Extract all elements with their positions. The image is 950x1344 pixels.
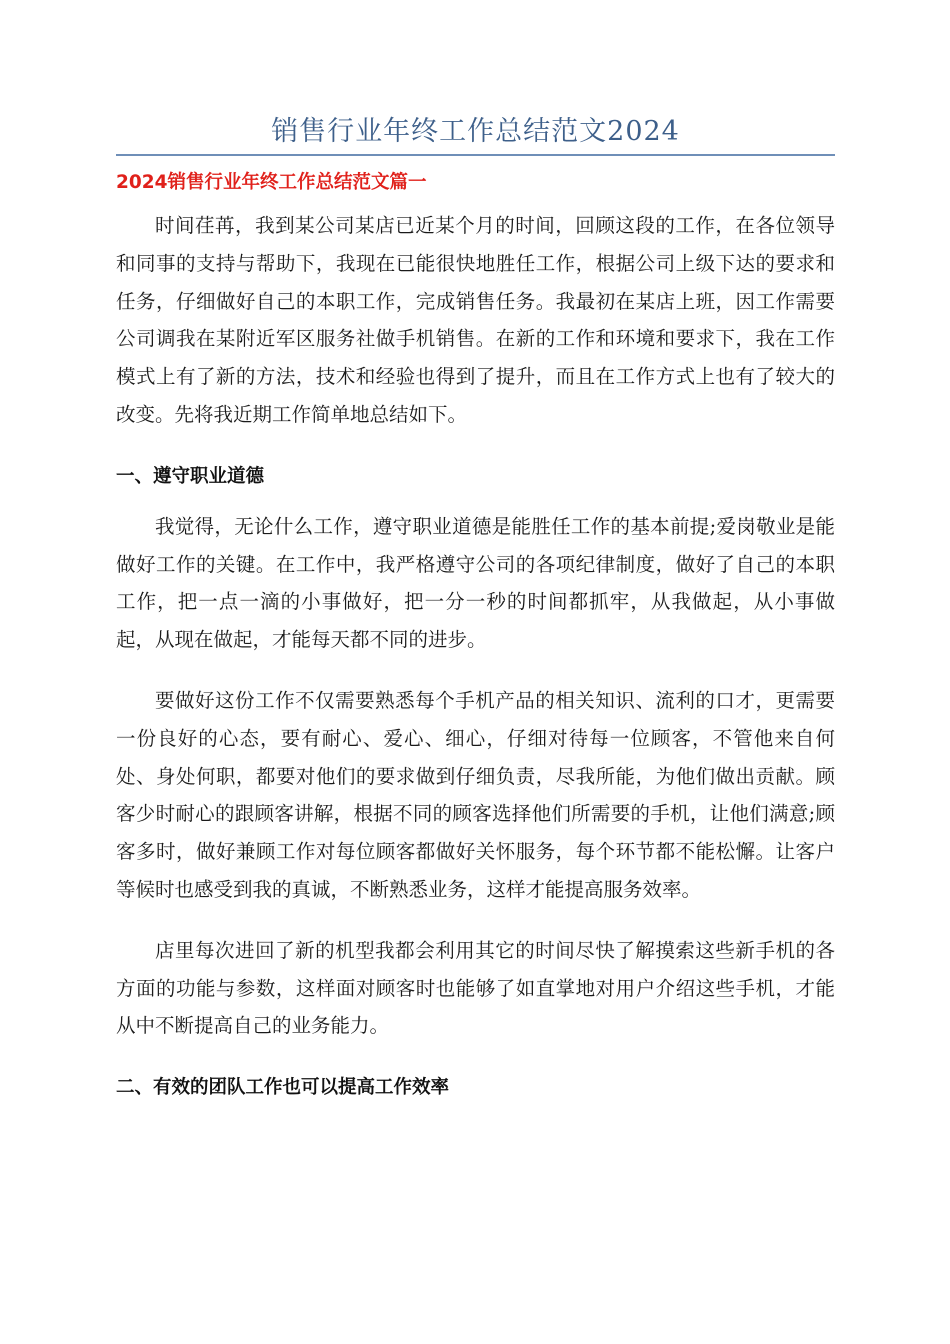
section-title: 2024销售行业年终工作总结范文篇一 [116,172,427,193]
paragraph-ethics: 我觉得，无论什么工作，遵守职业道德是能胜任工作的基本前提;爱岗敬业是能做好工作的关键。在工作中，我严格遵守公司的各项纪律制度，做好了自己的本职工作，把一点一滴的小事做好，把一分一秒的时间都抓牢，从我做起，从小事做起，从现在做起，才能每天都不同的进步。 [116,514,835,652]
paragraph-service-attitude: 要做好这份工作不仅需要熟悉每个手机产品的相关知识、流利的口才，更需要一份良好的心态，要有耐心、爱心、细心，仔细对待每一位顾客，不管他来自何处、身处何职，都要对他们的要求做到仔细负责，尽我所能，为他们做出贡献。顾客少时耐心的跟顾客讲解，根据不同的顾客选择他们所需要的手机，让他们满意;顾客多时，做好兼顾工作对每位顾客都做好关怀服务，每个环节都不能松懈。让客户等候时也感受到我的真诚，不断熟悉业务，这样才能提高服务效率。 [116,688,835,901]
document-page [116,0,835,1101]
paragraph-product-knowledge: 店里每次进回了新的机型我都会利用其它的时间尽快了解摸索这些新手机的各方面的功能与参数，这样面对顾客时也能够了如直掌地对用户介绍这些手机，才能从中不断提高自己的业务能力。 [116,938,835,1038]
heading-professional-ethics: 一、遵守职业道德 [116,465,265,487]
document-title: 销售行业年终工作总结范文2024 [271,116,680,147]
title-underline [116,154,835,156]
intro-paragraph: 时间荏苒，我到某公司某店已近某个月的时间，回顾这段的工作，在各位领导和同事的支持与帮助下，我现在已能很快地胜任工作，根据公司上级下达的要求和任务，仔细做好自己的本职工作，完成销售任务。我最初在某店上班，因工作需要公司调我在某附近军区服务社做手机销售。在新的工作和环境和要求下，我在工作模式上有了新的方法，技术和经验也得到了提升，而且在工作方式上也有了较大的改变。先将我近期工作简单地总结如下。 [116,214,835,426]
heading-teamwork: 二、有效的团队工作也可以提高工作效率 [116,1077,450,1099]
